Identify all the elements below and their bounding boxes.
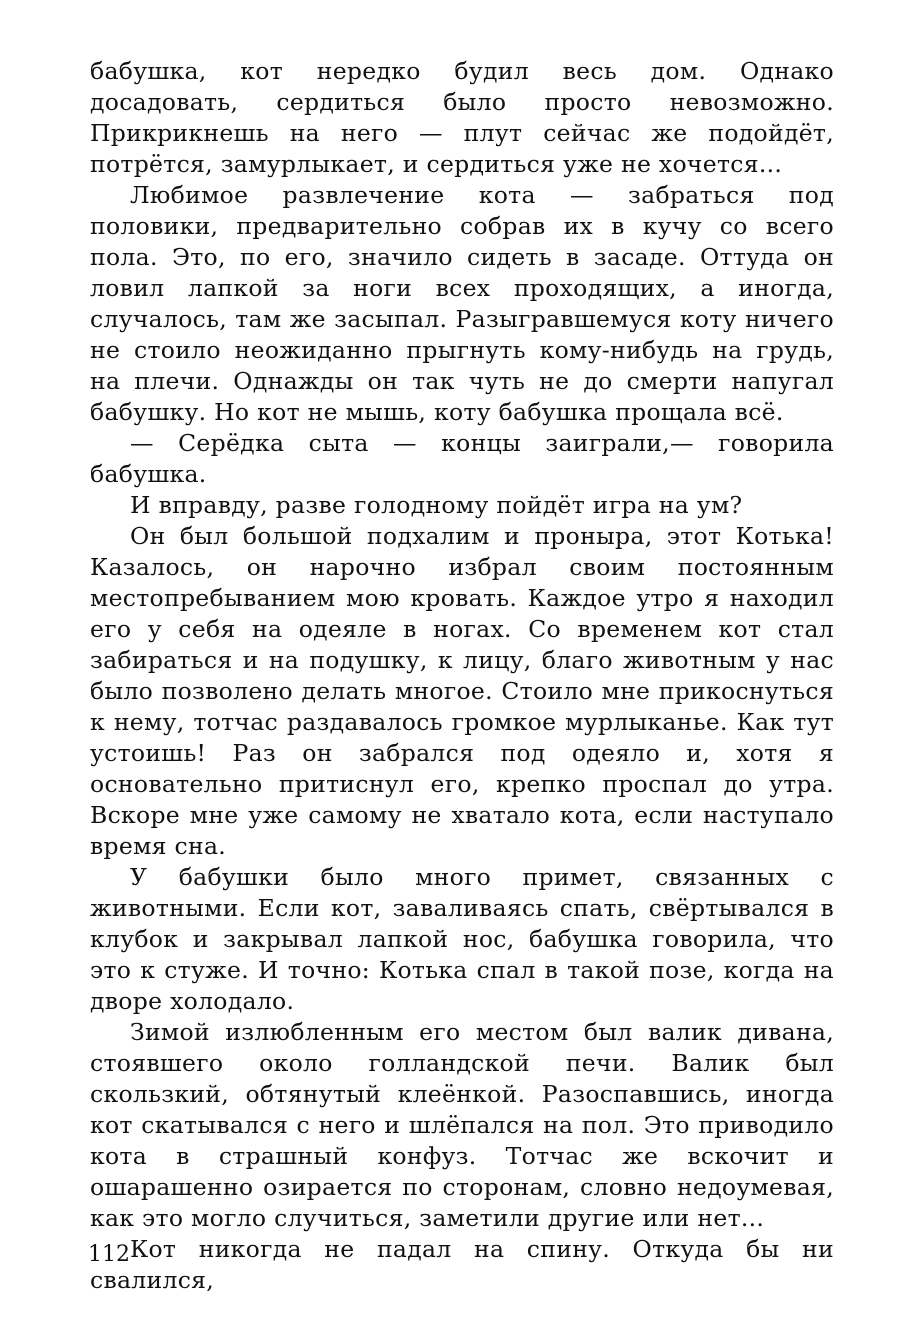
- paragraph: Любимое развлечение кота — забраться под половики, предварительно собрав их в кучу со всего пола. Это, по его, значило сидеть в засаде. Оттуда он ловил лапкой за ноги всех проходящих, а иногда, случалось, там же засыпал. Разыгравшемуся коту ничего не стоило неожиданно прыгнуть кому-нибудь на грудь, на плечи. Однажды он так чуть не до смерти напугал бабушку. Но кот не мышь, коту бабушка прощала всё.: [90, 181, 834, 426]
- paragraph: Он был большой подхалим и проныра, этот Котька! Казалось, он нарочно избрал своим постоянным местопребыванием мою кровать. Каждое утро я находил его у себя на одеяле в ногах. Со временем кот стал забираться и на подушку, к лицу, благо животным у нас было позволено делать многое. Стоило мне прикоснуться к нему, тотчас раздавалось громкое мурлыканье. Как тут устоишь! Раз он забрался под одеяло и, хотя я основательно притиснул его, крепко проспал до утра. Вскоре мне уже самому не хватало кота, если наступало время сна.: [90, 522, 834, 860]
- paragraph: И вправду, разве голодному пойдёт игра на ум?: [130, 491, 743, 519]
- paragraph: Зимой излюбленным его местом был валик дивана, стоявшего около голландской печи. Валик был скользкий, обтянутый клеёнкой. Разоспавшись, иногда кот скатывался с него и шлёпался на пол. Это приводило кота в страшный конфуз. Тотчас же вскочит и ошарашенно озирается по сторонам, словно недоумевая, как это могло случиться, заметили другие или нет...: [90, 1018, 834, 1232]
- paragraph: бабушка, кот нередко будил весь дом. Однако досадовать, сердиться было просто невозможно. Прикрикнешь на него — плут сейчас же подойдёт, потрётся, замурлыкает, и сердиться уже не хочется...: [90, 57, 834, 178]
- page-number: 112: [88, 1242, 130, 1267]
- paragraph: У бабушки было много примет, связанных с животными. Если кот, заваливаясь спать, свёртывался в клубок и закрывал лапкой нос, бабушка говорила, что это к стуже. И точно: Котька спал в такой позе, когда на дворе холодало.: [90, 863, 834, 1015]
- paragraph: Кот никогда не падал на спину. Откуда бы ни свалился,: [90, 1235, 834, 1294]
- paragraph: — Серёдка сыта — концы заиграли,— говорила бабушка.: [90, 429, 834, 488]
- page-text: [90, 56, 834, 1296]
